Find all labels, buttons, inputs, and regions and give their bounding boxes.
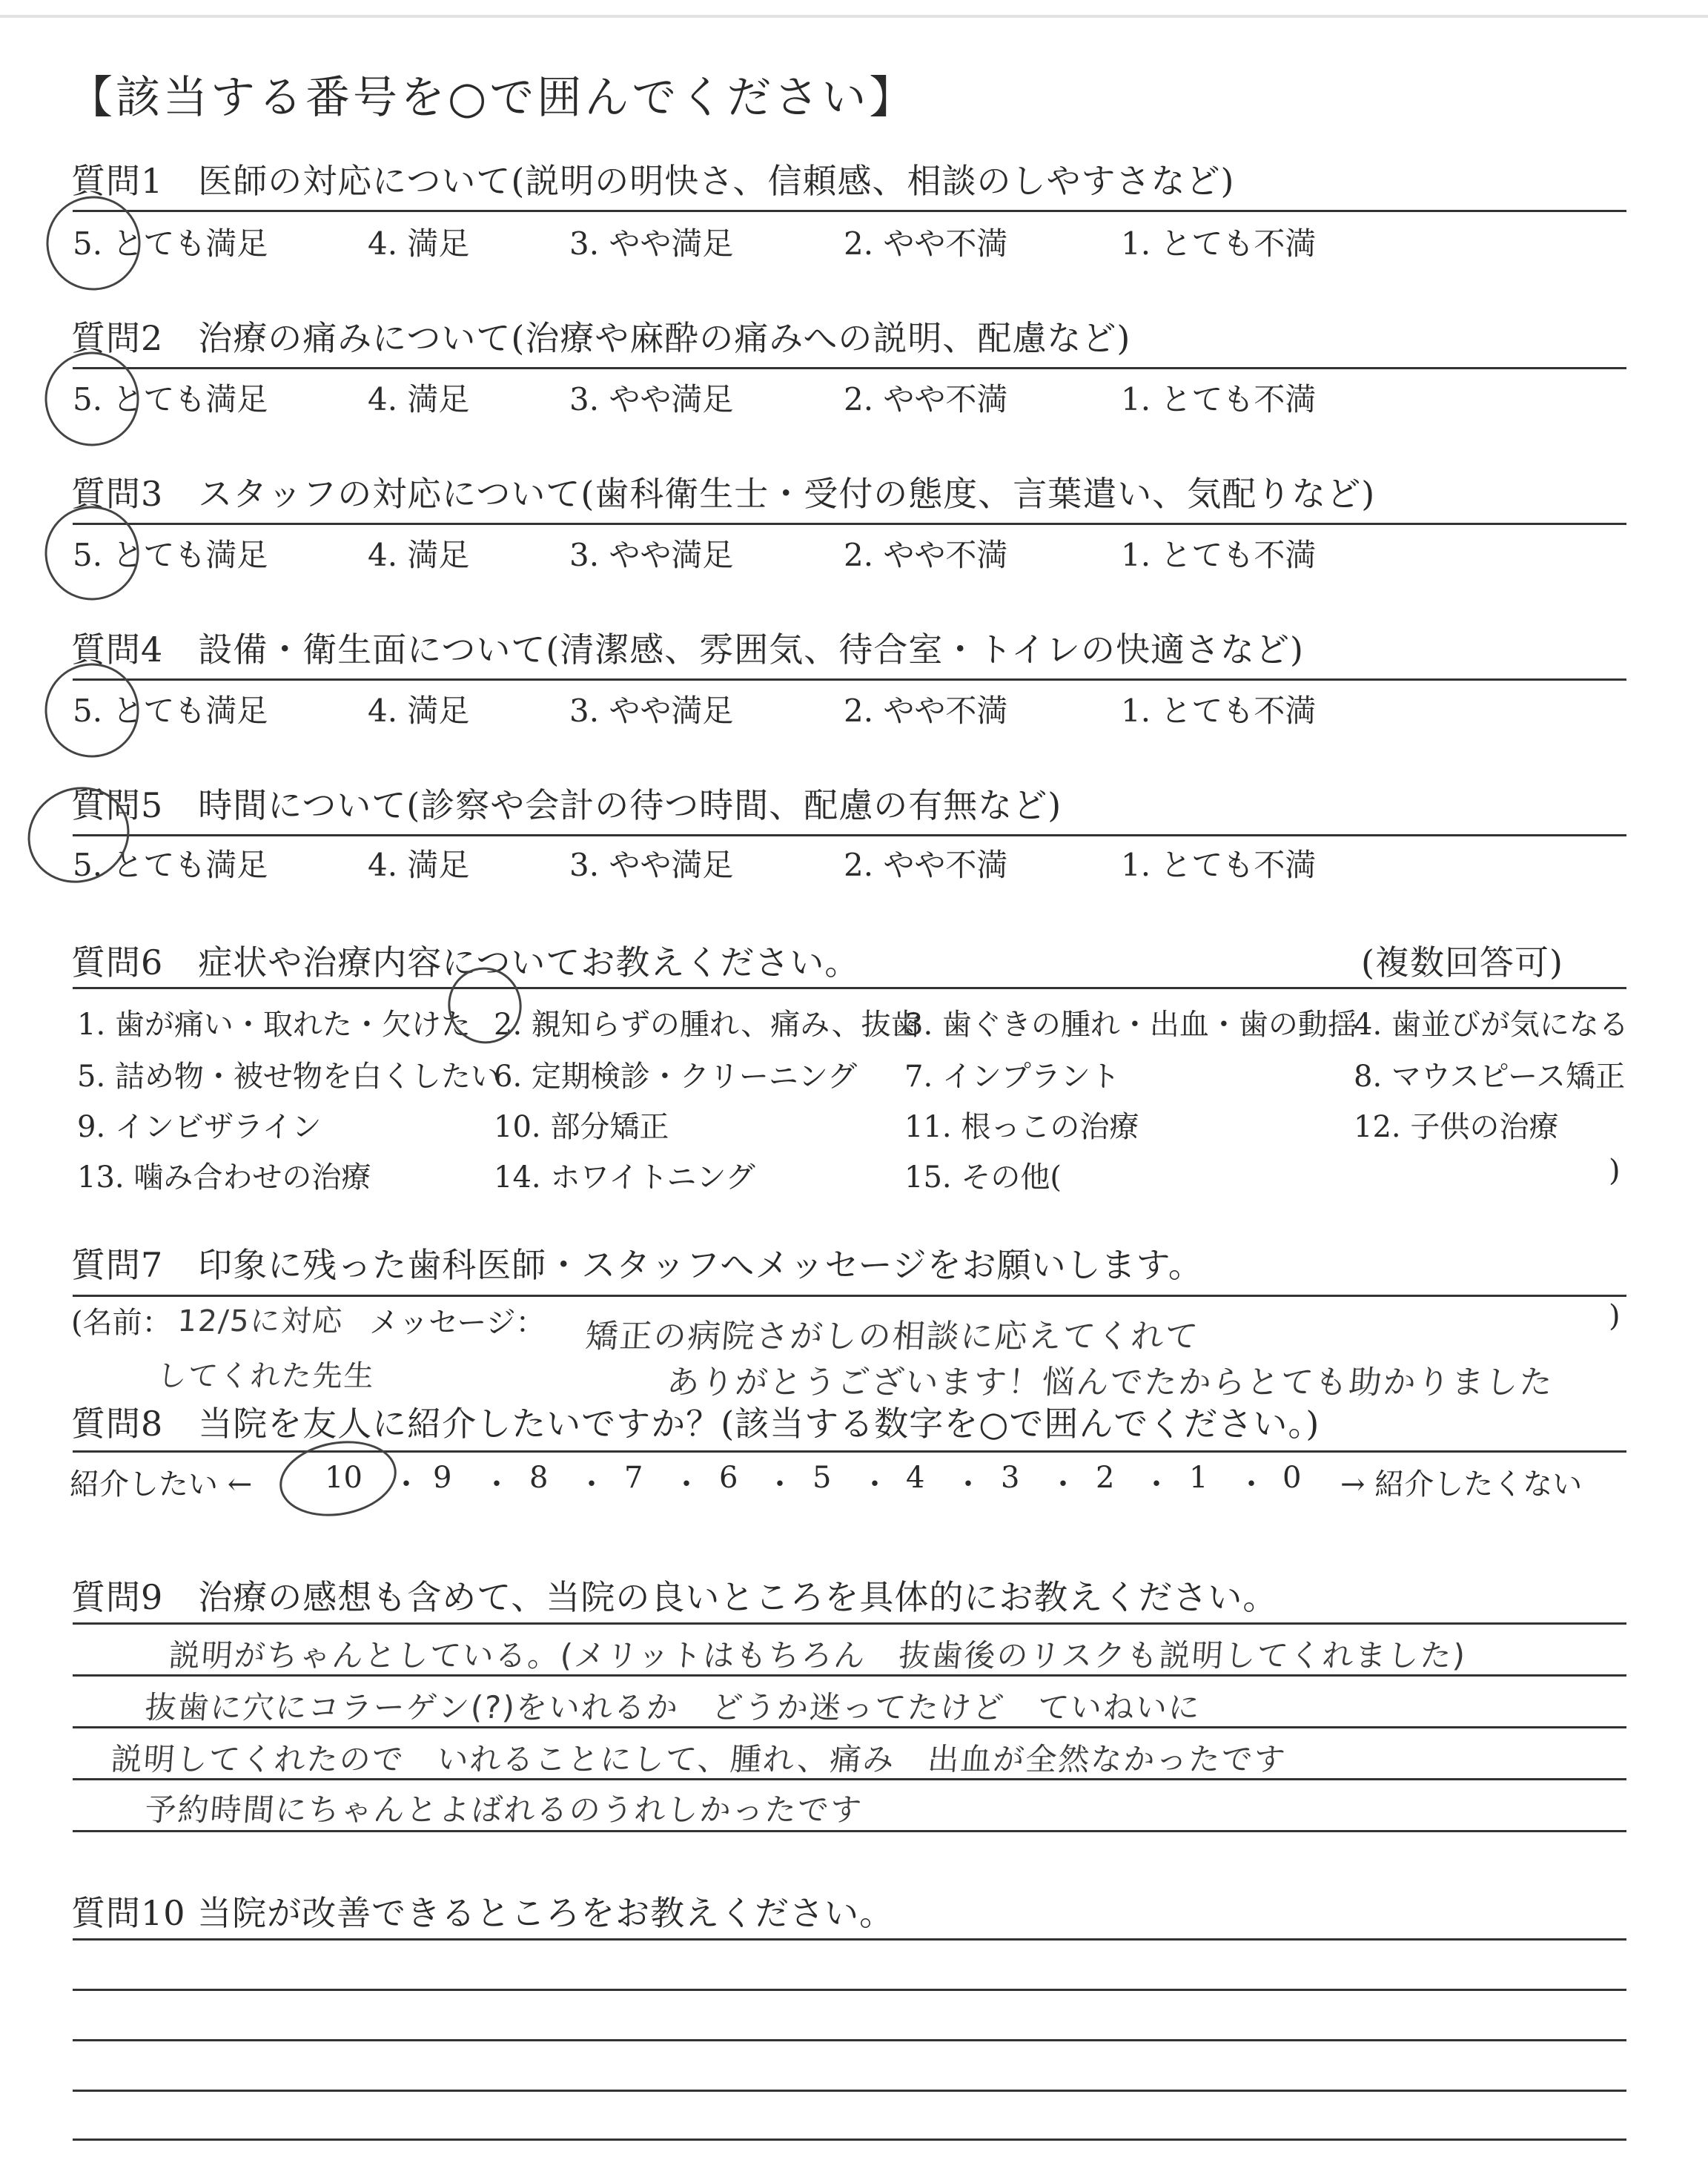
q8-scale-2[interactable]: 2 (1096, 1461, 1115, 1495)
q4-option-2[interactable]: 2. やや不満 (844, 693, 1008, 729)
q6-option-6[interactable]: 6. 定期検診・クリーニング (494, 1060, 858, 1094)
q4-option-1[interactable]: 1. とても不満 (1121, 693, 1317, 729)
q10-answer-rule (73, 2039, 1626, 2041)
scan-edge (0, 15, 1708, 18)
question-6-note: (複数回答可) (1361, 942, 1563, 982)
q5-option-5[interactable]: 5. とても満足 (73, 847, 268, 883)
q5-option-1[interactable]: 1. とても不満 (1121, 847, 1317, 883)
q3-option-5[interactable]: 5. とても満足 (73, 537, 268, 573)
q7-name-value-line2[interactable]: してくれた先生 (156, 1359, 377, 1393)
q7-name-label: (名前： (71, 1306, 172, 1340)
q8-dot: ・ (1048, 1467, 1078, 1502)
q2-option-1[interactable]: 1. とても不満 (1121, 381, 1317, 417)
q3-option-2[interactable]: 2. やや不満 (844, 537, 1008, 573)
q6-option-7[interactable]: 7. インプラント (904, 1060, 1120, 1094)
q8-scale-6[interactable]: 6 (719, 1461, 738, 1495)
q4-option-3[interactable]: 3. やや満足 (569, 693, 734, 729)
q7-message-line2[interactable]: ありがとうございます！悩んでたからとても助かりました (665, 1364, 1555, 1401)
question-6-rule (73, 987, 1626, 989)
q9-answer-rule (73, 1830, 1626, 1832)
q8-dot: ・ (391, 1467, 421, 1502)
q9-answer-line2[interactable]: 抜歯に穴にコラーゲン(?)をいれるか どうか迷ってたけど ていねいに (144, 1689, 1202, 1725)
question-7-rule (73, 1295, 1626, 1297)
q8-scale-7[interactable]: 7 (624, 1461, 643, 1495)
q6-option-9[interactable]: 9. インビザライン (77, 1110, 322, 1144)
q6-option-3[interactable]: 3. 歯ぐきの腫れ・出血・歯の動揺 (904, 1008, 1357, 1042)
q6-option-2[interactable]: 2. 親知らずの腫れ、痛み、抜歯 (494, 1008, 921, 1042)
q6-option-8[interactable]: 8. マウスピース矯正 (1354, 1060, 1626, 1094)
q2-option-4[interactable]: 4. 満足 (368, 381, 470, 417)
q8-right-label: → 紹介したくない (1340, 1467, 1583, 1502)
q6-option-13[interactable]: 13. 噛み合わせの治療 (77, 1160, 371, 1195)
q8-left-label: 紹介したい ← (70, 1467, 253, 1502)
form-header: 【該当する番号を○で囲んでください】 (68, 72, 917, 124)
q5-option-3[interactable]: 3. やや満足 (569, 847, 734, 883)
q8-scale-4[interactable]: 4 (906, 1461, 925, 1495)
q8-dot: ・ (577, 1467, 606, 1502)
q4-option-4[interactable]: 4. 満足 (368, 693, 470, 729)
q10-answer-rule (73, 2090, 1626, 2092)
q2-option-3[interactable]: 3. やや満足 (569, 381, 734, 417)
q3-option-4[interactable]: 4. 満足 (368, 537, 470, 573)
question-8-rule (73, 1450, 1626, 1453)
q9-answer-line3[interactable]: 説明してくれたので いれることにして、腫れ、痛み 出血が全然なかったです (110, 1741, 1288, 1777)
q8-scale-0[interactable]: 0 (1282, 1461, 1302, 1495)
q3-option-3[interactable]: 3. やや満足 (569, 537, 734, 573)
q8-dot: ・ (1142, 1467, 1171, 1502)
question-4-rule (73, 678, 1626, 681)
question-5-title: 質問5 時間について(診察や会計の待つ時間、配慮の有無など) (71, 785, 1062, 825)
q8-scale-9[interactable]: 9 (433, 1461, 452, 1495)
q1-option-3[interactable]: 3. やや満足 (569, 225, 734, 262)
q8-dot: ・ (672, 1467, 701, 1502)
question-7-title: 質問7 印象に残った歯科医師・スタッフへメッセージをお願いします。 (71, 1245, 1203, 1285)
q6-option-14[interactable]: 14. ホワイトニング (494, 1160, 755, 1195)
question-5-rule (73, 834, 1626, 836)
q1-option-5[interactable]: 5. とても満足 (73, 225, 268, 262)
question-10-title: 質問10 当院が改善できるところをお教えください。 (71, 1893, 895, 1933)
q5-option-4[interactable]: 4. 満足 (368, 847, 470, 883)
q8-scale-1[interactable]: 1 (1189, 1461, 1208, 1495)
q8-scale-3[interactable]: 3 (1001, 1461, 1020, 1495)
q8-scale-5[interactable]: 5 (812, 1461, 832, 1495)
q1-option-1[interactable]: 1. とても不満 (1121, 225, 1317, 262)
q9-answer-rule (73, 1622, 1626, 1625)
q6-option-4[interactable]: 4. 歯並びが気になる (1354, 1008, 1629, 1042)
question-2-rule (73, 367, 1626, 369)
q8-scale-10[interactable]: 10 (325, 1461, 363, 1495)
q6-option-10[interactable]: 10. 部分矯正 (494, 1110, 669, 1144)
q8-dot: ・ (1237, 1467, 1266, 1502)
q1-option-2[interactable]: 2. やや不満 (844, 225, 1008, 262)
question-3-rule (73, 523, 1626, 525)
q2-option-2[interactable]: 2. やや不満 (844, 381, 1008, 417)
q6-option-15-close: ) (1609, 1154, 1621, 1188)
question-3-title: 質問3 スタッフの対応について(歯科衛生士・受付の態度、言葉遣い、気配りなど) (71, 474, 1376, 514)
q6-option-1[interactable]: 1. 歯が痛い・取れた・欠けた (77, 1008, 471, 1042)
q6-option-12[interactable]: 12. 子供の治療 (1354, 1110, 1559, 1144)
q8-dot: ・ (860, 1467, 890, 1502)
q6-option-5[interactable]: 5. 詰め物・被せ物を白くしたい (77, 1060, 500, 1094)
q9-answer-line4[interactable]: 予約時間にちゃんとよばれるのうれしかったです (144, 1791, 864, 1828)
question-1-rule (73, 210, 1626, 212)
question-4-title: 質問4 設備・衛生面について(清潔感、雰囲気、待合室・トイレの快適さなど) (71, 630, 1304, 670)
question-1-title: 質問1 医師の対応について(説明の明快さ、信頼感、相談のしやすさなど) (71, 161, 1235, 201)
q10-answer-rule (73, 1938, 1626, 1941)
q7-name-value-line1[interactable]: 12/5に対応 (176, 1304, 345, 1338)
q6-option-11[interactable]: 11. 根っこの治療 (904, 1110, 1139, 1144)
q1-option-4[interactable]: 4. 満足 (368, 225, 470, 262)
q8-dot: ・ (765, 1467, 795, 1502)
question-8-title: 質問8 当院を友人に紹介したいですか？(該当する数字を○で囲んでください。) (71, 1404, 1320, 1444)
question-2-title: 質問2 治療の痛みについて(治療や麻酔の痛みへの説明、配慮など) (71, 318, 1131, 358)
q8-dot: ・ (482, 1467, 512, 1502)
q10-answer-rule (73, 2138, 1626, 2141)
q7-message-line1[interactable]: 矯正の病院さがしの相談に応えてくれて (583, 1318, 1201, 1355)
q8-dot: ・ (953, 1467, 983, 1502)
q9-answer-line1[interactable]: 説明がちゃんとしている。(メリットはもちろん 抜歯後のリスクも説明してくれました) (168, 1637, 1468, 1674)
q7-message-label: メッセージ： (369, 1306, 546, 1340)
q5-option-2[interactable]: 2. やや不満 (844, 847, 1008, 883)
q4-option-5[interactable]: 5. とても満足 (73, 693, 268, 729)
question-6-title: 質問6 症状や治療内容についてお教えください。 (71, 942, 860, 982)
q7-close: ) (1609, 1299, 1621, 1333)
q10-answer-rule (73, 1989, 1626, 1991)
q3-option-1[interactable]: 1. とても不満 (1121, 537, 1317, 573)
question-9-title: 質問9 治療の感想も含めて、当院の良いところを具体的にお教えください。 (71, 1577, 1278, 1617)
q8-scale-8[interactable]: 8 (529, 1461, 549, 1495)
q6-option-15[interactable]: 15. その他( (904, 1160, 1062, 1195)
q2-option-5[interactable]: 5. とても満足 (73, 381, 268, 417)
